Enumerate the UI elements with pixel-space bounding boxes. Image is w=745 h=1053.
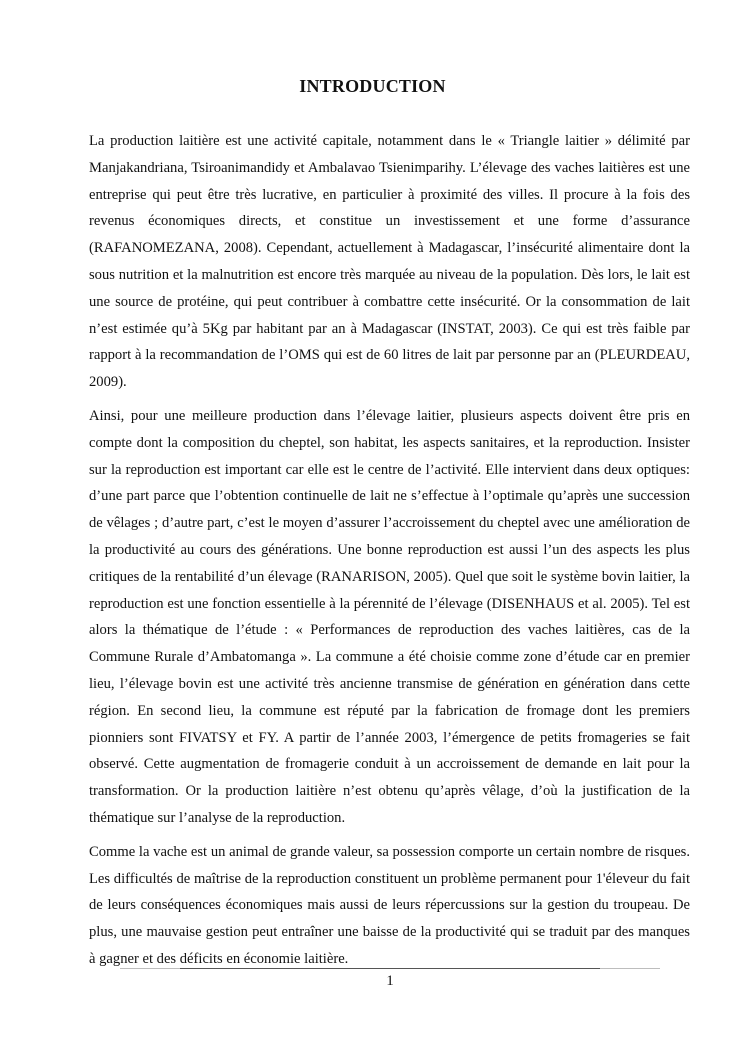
paragraph-1: La production laitière est une activité capitale, notamment dans le « Triangle laitier » délimité par Manjakandriana, Tsiroanimandidy et Ambalavao Tsienimparihy. L’élevage des vaches laitières est une entreprise qui peut être très lucrative, en particulier à proximité des villes. Il procure à la fois des revenus économiques directs, et constitue un investissement et une forme d’assurance (RAFANOMEZANA, 2008). Cependant, actuellement à Madagascar, l’insécurité alimentaire dont la sous nutrition et la malnutrition est encore très marquée au niveau de la population. Dès lors, le lait est une source de protéine, qui peut contribuer à combattre cette insécurité. Or la consommation de lait n’est estimée qu’à 5Kg par habitant par an à Madagascar (INSTAT, 2003). Ce qui est très faible par rapport à la recommandation de l’OMS qui est de 60 litres de lait par personne par an (PLEURDEAU, 2009). <box>89 133 690 391</box>
page-number: 1 <box>386 973 394 989</box>
paragraph-3: Comme la vache est un animal de grande valeur, sa possession comporte un certain nombre de risques. Les difficultés de maîtrise de la reproduction constituent un problème permanent pour 1'éleveur du fait de leurs conséquences économiques mais aussi de leurs répercussions sur la gestion du troupeau. De plus, une mauvaise gestion peut entraîner une baisse de la productivité qui se traduit par des manques à gagner et des déficits en économie laitière. <box>89 843 690 967</box>
paragraph-2: Ainsi, pour une meilleure production dans l’élevage laitier, plusieurs aspects doivent être pris en compte dont la composition du cheptel, son habitat, les aspects sanitaires, et la reproduction. Insister sur la reproduction est important car elle est le centre de l’activité. Elle intervient dans deux optiques: d’une part parce que l’obtention continuelle de lait ne s’effectue à l’optimale qu’après une succession de vêlages ; d’autre part, c’est le moyen d’assurer l’accroissement du cheptel avec une amélioration de la productivité au cours des générations. Une bonne reproduction est aussi l’un des aspects les plus critiques de la rentabilité d’un élevage (RANARISON, 2005). Quel que soit le système bovin laitier, la reproduction est une fonction essentielle à la pérennité de l’élevage (DISENHAUS et al. 2005). Tel est alors la thématique de l’étude : « Performances de reproduction des vaches laitières, cas de la Commune Rurale d’Ambatomanga ». La commune a été choisie comme zone d’étude car en premier lieu, l’élevage bovin est une activité très ancienne transmise de génération en génération dans cette région. En second lieu, la commune est réputé par la fabrication de fromage dont les premiers pionniers sont FIVATSY et FY. A partir de l’année 2003, l’émergence de petits fromageries se fait observé. Cette augmentation de fromagerie conduit à un accroissement de demande en lait pour la transformation. Or la production laitière n’est obtenu qu’après vêlage, d’où la justification de la thématique sur l’analyse de la reproduction. <box>89 407 690 826</box>
body-text <box>89 128 690 980</box>
footer-divider-accent <box>180 968 600 969</box>
page-title: INTRODUCTION <box>299 76 446 96</box>
footer-divider <box>120 968 660 969</box>
